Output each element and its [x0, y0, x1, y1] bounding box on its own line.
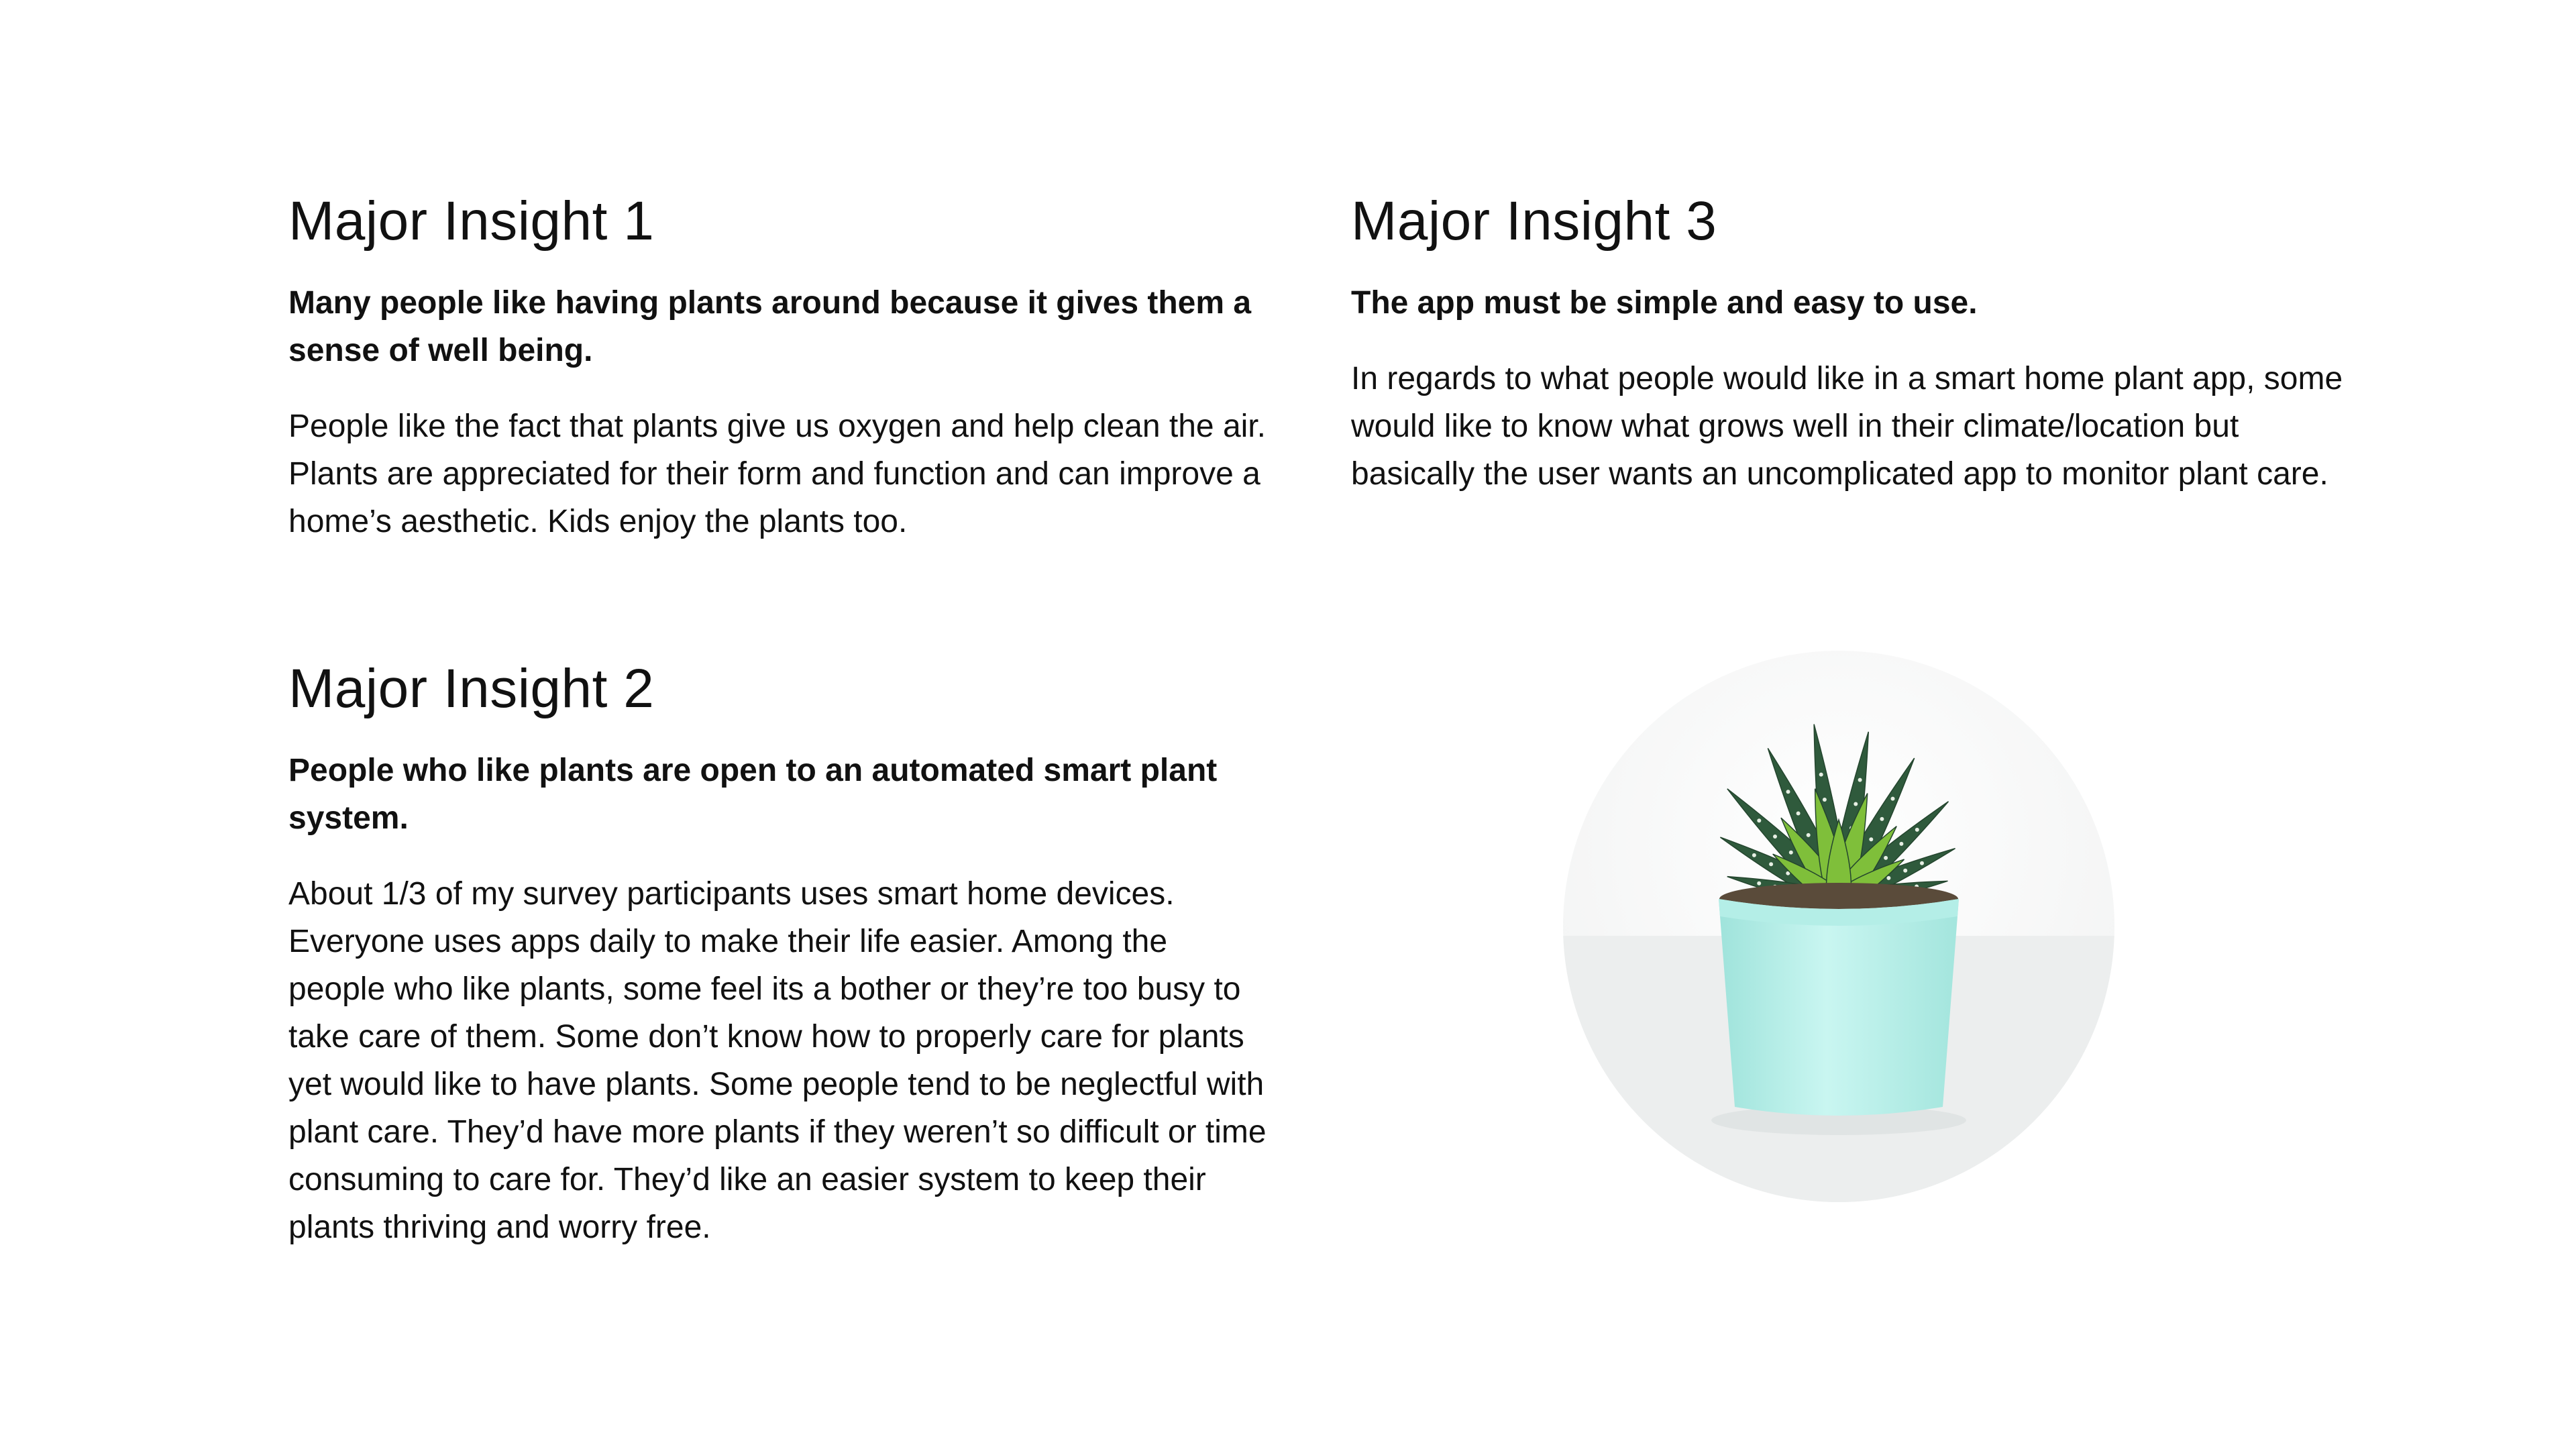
insight-3-body: In regards to what people would like in a smart home plant app, some would like to know what grows well in their climate/location but basically the user wants an uncomplicated app to monitor plant care. — [1351, 361, 2343, 492]
leaf-speckle — [1819, 773, 1823, 777]
leaf-speckle — [1920, 861, 1924, 865]
insight-2 — [288, 654, 1268, 1251]
leaf-speckle — [1773, 835, 1777, 839]
leaf-speckle — [1891, 797, 1895, 801]
insight-3-title: Major Insight 3 — [1351, 191, 1717, 252]
leaf-speckle — [1823, 798, 1827, 802]
leaf-speckle — [1903, 869, 1907, 873]
succulent-pot-photo — [1563, 651, 2114, 1202]
leaf-speckle — [1789, 851, 1793, 855]
pot — [1719, 899, 1959, 1116]
insight-2-title: Major Insight 2 — [288, 658, 655, 719]
leaf-speckle — [1807, 833, 1811, 837]
insight-1 — [288, 186, 1268, 545]
leaf-speckle — [1786, 790, 1790, 794]
leaf-speckle — [1752, 853, 1756, 857]
insight-2-lead: People who like plants are open to an automated smart plant system. — [288, 753, 1218, 836]
insight-1-body: People like the fact that plants give us oxygen and help clean the air. Plants are appreciated for their form and function and can improve a home’s aesthetic. Kids enjoy the plants too. — [288, 409, 1266, 539]
leaf-speckle — [1915, 828, 1919, 832]
leaf-speckle — [1858, 778, 1862, 782]
insight-1-title: Major Insight 1 — [288, 191, 655, 252]
insight-3 — [1351, 186, 2344, 498]
leaf-speckle — [1899, 842, 1903, 846]
leaf-speckle — [1757, 881, 1761, 885]
leaf-speckle — [1869, 837, 1873, 841]
leaf-speckle — [1854, 802, 1858, 806]
leaf-speckle — [1886, 876, 1890, 880]
insight-1-lead: Many people like having plants around because it gives them a sense of well being. — [288, 285, 1252, 368]
insight-2-body: About 1/3 of my survey participants uses smart home devices. Everyone uses apps daily to make their life easier. Among the people who like plants, some feel its a bother or they’re too busy to take care of them. Some don’t know how to properly care for plants yet would like to have plants. Some people tend to be neglectful with plant care. They’d have more plants if they weren’t so difficult or time consuming to care for. They’d like an easier system to keep their plants thriving and worry free. — [288, 876, 1267, 1245]
leaf-speckle — [1880, 817, 1884, 821]
leaf-speckle — [1769, 862, 1773, 866]
leaf-speckle — [1757, 818, 1761, 822]
leaf-speckle — [1884, 856, 1888, 860]
insight-3-lead: The app must be simple and easy to use. — [1351, 285, 1978, 321]
leaf-speckle — [1796, 812, 1801, 816]
